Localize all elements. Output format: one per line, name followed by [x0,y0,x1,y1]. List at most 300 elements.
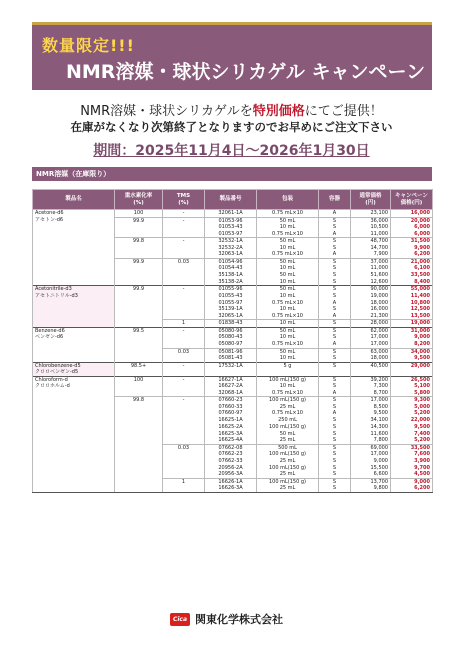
table-cell: 100 [115,210,163,218]
table-cell: 1 [163,478,205,485]
table-cell: 35138-2A [205,279,257,286]
table-cell: 18,000 [351,299,391,306]
table-cell: 01054-43 [205,265,257,272]
table-cell: 11,000 [351,231,391,238]
table-cell: 9,500 [391,424,433,431]
table-cell [319,369,351,376]
table-cell [115,369,163,376]
table-cell [163,383,205,390]
table-cell [33,306,115,313]
table-cell: 16625-1A [205,417,257,424]
table-cell: 01053-97 [205,231,257,238]
table-cell [115,471,163,478]
table-cell: 05080-43 [205,334,257,341]
table-cell: 18,000 [351,355,391,362]
table-row [33,390,433,397]
table-cell: 32532-1A [205,238,257,245]
table-cell: 6,200 [391,485,433,492]
table-cell [115,313,163,320]
table-cell: 9,000 [391,478,433,485]
table-cell: A [319,313,351,320]
table-cell [257,369,319,376]
table-cell [115,390,163,397]
table-row [33,383,433,390]
table-row [33,279,433,286]
table-body [33,210,433,493]
table-cell: S [319,348,351,355]
table-cell: 07662-23 [205,451,257,458]
table-cell: 100 mL(150 g) [257,397,319,404]
table-cell [163,410,205,417]
table-cell: 50 mL [257,327,319,334]
table-row [33,355,433,362]
table-cell: 100 mL(150 g) [257,376,319,383]
table-cell [115,293,163,300]
table-cell [115,306,163,313]
table-row [33,306,433,313]
table-cell [115,478,163,485]
table-cell: A [319,231,351,238]
table-row [33,410,433,417]
table-cell: S [319,417,351,424]
table-cell [33,320,115,328]
table-cell: 50 mL [257,430,319,437]
table-cell: 12,600 [351,279,391,286]
special-price-highlight: 特別価格 [252,104,305,119]
table-row [33,327,433,334]
table-cell [163,458,205,465]
table-cell [205,369,257,376]
table-cell: 10 mL [257,383,319,390]
table-cell [115,465,163,472]
table-row [33,417,433,424]
table-cell: 5,800 [391,390,433,397]
table-cell: 16626-1A [205,478,257,485]
table-row [33,286,433,293]
table-cell: 0.03 [163,348,205,355]
table-cell: 15,500 [351,465,391,472]
table-cell: 35139-1A [205,306,257,313]
table-row [33,258,433,265]
table-cell: A [319,251,351,258]
table-cell [115,410,163,417]
lead-line-1 [0,100,463,119]
table-cell: 34,000 [391,348,433,355]
table-cell [163,471,205,478]
table-cell: 16627-2A [205,383,257,390]
table-row [33,299,433,306]
table-cell [33,397,115,404]
table-cell: 8,700 [351,390,391,397]
table-cell: S [319,279,351,286]
table-cell [33,355,115,362]
table-cell: S [319,444,351,451]
table-cell: 9,300 [391,397,433,404]
table-cell: S [319,334,351,341]
lead-text-after: にてご提供！ [304,104,383,119]
table-cell: S [319,362,351,369]
table-cell: 10 mL [257,224,319,231]
table-cell: 6,000 [391,231,433,238]
table-cell: 99.9 [115,217,163,224]
table-cell: - [163,376,205,383]
table-row [33,265,433,272]
lead-text-before: NMR溶媒・球状シリカゲルを [80,104,253,119]
table-cell: 48,700 [351,238,391,245]
table-row [33,362,433,369]
table-cell: 35138-1A [205,272,257,279]
table-cell: 10 mL [257,279,319,286]
table-cell: 3,900 [391,458,433,465]
table-cell: 21,300 [351,313,391,320]
table-cell: 16625-4A [205,437,257,444]
table-cell [33,478,115,485]
table-cell: 90,000 [351,286,391,293]
table-cell: 6,600 [351,471,391,478]
table-cell: 100 mL(150 g) [257,424,319,431]
table-cell: S [319,258,351,265]
table-cell [163,334,205,341]
table-cell: 16,000 [351,306,391,313]
table-cell [33,348,115,355]
table-cell: 05081-96 [205,348,257,355]
table-cell [163,279,205,286]
table-cell: S [319,320,351,328]
table-cell: 9,800 [351,485,391,492]
table-cell: 99.5 [115,327,163,334]
table-cell: S [319,238,351,245]
table-cell [33,279,115,286]
table-cell: 9,500 [351,410,391,417]
table-cell [115,451,163,458]
table-cell [33,417,115,424]
table-cell [163,465,205,472]
table-cell: 33,500 [391,444,433,451]
table-cell: 50 mL [257,272,319,279]
table-cell: 28,000 [351,320,391,328]
table-row [33,376,433,383]
table-row [33,245,433,252]
table-cell: S [319,383,351,390]
table-cell: S [319,245,351,252]
table-cell: 0.75 mL×10 [257,299,319,306]
table-cell: S [319,404,351,411]
table-cell: S [319,485,351,492]
table-cell: 5,200 [391,410,433,417]
table-cell [115,485,163,492]
table-cell: 1 [163,320,205,328]
table-cell [115,320,163,328]
table-cell [33,245,115,252]
table-cell: 25 mL [257,404,319,411]
table-cell: 10,800 [391,299,433,306]
campaign-title: NMR溶媒・球状シリカゲル キャンペーン [66,61,426,83]
table-cell: アセトニトリル-d3 [33,293,115,300]
table-cell: 10 mL [257,265,319,272]
table-cell: 01055-96 [205,286,257,293]
table-cell: S [319,327,351,334]
table-cell: S [319,272,351,279]
table-cell: A [319,299,351,306]
table-cell: 32532-2A [205,245,257,252]
table-cell: A [319,390,351,397]
table-cell [33,465,115,472]
table-cell [163,485,205,492]
table-cell: 9,500 [391,355,433,362]
table-cell: アセトン-d6 [33,217,115,224]
table-cell [115,404,163,411]
table-cell [115,348,163,355]
table-cell: 01838-43 [205,320,257,328]
table-cell: 16625-3A [205,430,257,437]
table-cell: A [319,341,351,348]
table-cell [115,231,163,238]
table-row [33,458,433,465]
table-cell [163,390,205,397]
table-cell: S [319,224,351,231]
table-cell [163,293,205,300]
table-cell: Acetonitrile-d3 [33,286,115,293]
table-cell: 250 mL [257,417,319,424]
table-cell: 37,000 [351,258,391,265]
table-cell [33,299,115,306]
table-row [33,430,433,437]
table-cell [163,306,205,313]
table-cell: 0.75 mL×10 [257,210,319,218]
table-cell: 01053-43 [205,224,257,231]
table-cell: 10 mL [257,306,319,313]
table-cell: S [319,293,351,300]
column-header: 製品名 [33,190,115,210]
column-header: 通常価格 (円) [351,190,391,210]
table-cell: 5 g [257,362,319,369]
table-cell: Benzene-d6 [33,327,115,334]
table-row [33,217,433,224]
table-cell: S [319,478,351,485]
table-cell: 32061-1A [205,210,257,218]
table-cell: 99.8 [115,397,163,404]
table-row [33,210,433,218]
table-cell: 25 mL [257,485,319,492]
table-cell: 36,000 [351,217,391,224]
table-cell [115,245,163,252]
table-row [33,424,433,431]
table-cell: 13,700 [351,478,391,485]
price-table [32,189,433,493]
table-cell [33,251,115,258]
table-cell: 100 [115,376,163,383]
table-cell: 07662-33 [205,458,257,465]
table-cell: 0.03 [163,258,205,265]
table-cell: 05080-97 [205,341,257,348]
table-row [33,471,433,478]
table-cell: A [319,210,351,218]
table-cell: 6,000 [391,224,433,231]
table-cell [33,313,115,320]
table-cell [33,471,115,478]
table-cell: S [319,458,351,465]
company-footer [170,610,283,628]
table-cell: 11,600 [351,430,391,437]
table-cell: S [319,355,351,362]
table-cell [115,334,163,341]
table-cell [115,279,163,286]
table-cell: 8,500 [351,404,391,411]
table-cell: 7,900 [351,251,391,258]
table-cell [115,251,163,258]
table-cell [351,369,391,376]
table-cell [33,437,115,444]
table-row [33,369,433,376]
table-cell [33,238,115,245]
table-cell: 14,300 [351,424,391,431]
table-cell [115,224,163,231]
table-cell: 10,500 [351,224,391,231]
table-row [33,404,433,411]
table-cell [115,272,163,279]
table-cell [33,485,115,492]
table-cell: 10 mL [257,320,319,328]
table-cell [115,355,163,362]
table-cell [33,444,115,451]
table-cell: Acetone-d6 [33,210,115,218]
table-cell: - [163,397,205,404]
table-cell [115,383,163,390]
table-cell: 55,000 [391,286,433,293]
table-cell: 07662-08 [205,444,257,451]
table-cell [33,458,115,465]
table-cell: - [163,217,205,224]
table-cell [115,299,163,306]
table-cell: 9,900 [391,245,433,252]
table-cell: 23,100 [351,210,391,218]
table-cell: 51,600 [351,272,391,279]
table-cell: 99.9 [115,258,163,265]
table-cell: 0.75 mL×10 [257,313,319,320]
table-cell: 63,000 [351,348,391,355]
lead-line-2: 在庫がなくなり次第終了となりますのでお早めにご注文下さい [70,120,393,134]
table-cell: 16626-3A [205,485,257,492]
table-cell: 5,100 [391,383,433,390]
table-cell: S [319,465,351,472]
table-cell: 9,000 [391,334,433,341]
company-name: 関東化学株式会社 [195,613,283,626]
table-cell [163,265,205,272]
table-cell [163,417,205,424]
table-cell [163,369,205,376]
column-header: TMS (%) [163,190,205,210]
table-cell: 20,000 [391,217,433,224]
table-cell: 99.9 [115,286,163,293]
table-cell [163,224,205,231]
table-cell [115,430,163,437]
table-cell: 98.5+ [115,362,163,369]
table-cell: 500 mL [257,444,319,451]
table-cell: 50 mL [257,238,319,245]
table-cell: S [319,306,351,313]
table-cell [115,437,163,444]
table-cell: クロロベンゼン-d5 [33,369,115,376]
table-row [33,478,433,485]
table-cell [163,437,205,444]
table-cell: 40,500 [351,362,391,369]
table-cell: 9,000 [351,458,391,465]
table-cell: 8,400 [391,279,433,286]
table-cell: 29,000 [391,362,433,369]
table-cell [33,430,115,437]
table-cell: 16,000 [391,210,433,218]
table-row [33,251,433,258]
table-cell [33,272,115,279]
table-cell: - [163,238,205,245]
table-cell: 19,000 [351,293,391,300]
table-cell: 31,500 [391,238,433,245]
table-cell: 05081-43 [205,355,257,362]
table-cell: - [163,210,205,218]
table-cell [163,451,205,458]
table-row [33,320,433,328]
table-cell: 16627-1A [205,376,257,383]
table-cell: 17532-1A [205,362,257,369]
table-cell: 7,800 [351,437,391,444]
table-row [33,437,433,444]
table-cell: 01054-96 [205,258,257,265]
table-cell: 0.75 mL×10 [257,251,319,258]
table-cell: 17,000 [351,341,391,348]
table-cell: 25 mL [257,437,319,444]
column-header: 重水素化率 (%) [115,190,163,210]
table-row [33,444,433,451]
table-cell [163,251,205,258]
table-row [33,293,433,300]
table-cell: 10 mL [257,293,319,300]
table-cell: 100 mL(150 g) [257,478,319,485]
table-cell: 100 mL(150 g) [257,451,319,458]
table-cell: 34,100 [351,417,391,424]
column-header: 製品番号 [205,190,257,210]
table-cell: 0.03 [163,444,205,451]
table-cell: 50 mL [257,348,319,355]
table-cell [163,424,205,431]
table-cell: S [319,451,351,458]
table-cell: 99.8 [115,238,163,245]
table-row [33,313,433,320]
table-cell: 50 mL [257,258,319,265]
table-cell: 62,000 [351,327,391,334]
table-cell: 39,200 [351,376,391,383]
table-cell [163,355,205,362]
table-cell: 6,200 [391,251,433,258]
company-logo: Cica [170,613,190,626]
table-cell: 69,000 [351,444,391,451]
table-cell: 7,300 [351,383,391,390]
table-cell [115,341,163,348]
table-cell [163,404,205,411]
table-cell: S [319,376,351,383]
table-cell: 7,400 [391,430,433,437]
table-cell: 0.75 mL×10 [257,341,319,348]
table-cell: 07660-23 [205,397,257,404]
table-cell: S [319,397,351,404]
table-cell [33,341,115,348]
table-cell: 50 mL [257,286,319,293]
table-cell [33,258,115,265]
table-cell: S [319,265,351,272]
table-cell: 22,000 [391,417,433,424]
table-cell: 4,500 [391,471,433,478]
table-row [33,341,433,348]
table-cell: 100 mL(150 g) [257,465,319,472]
